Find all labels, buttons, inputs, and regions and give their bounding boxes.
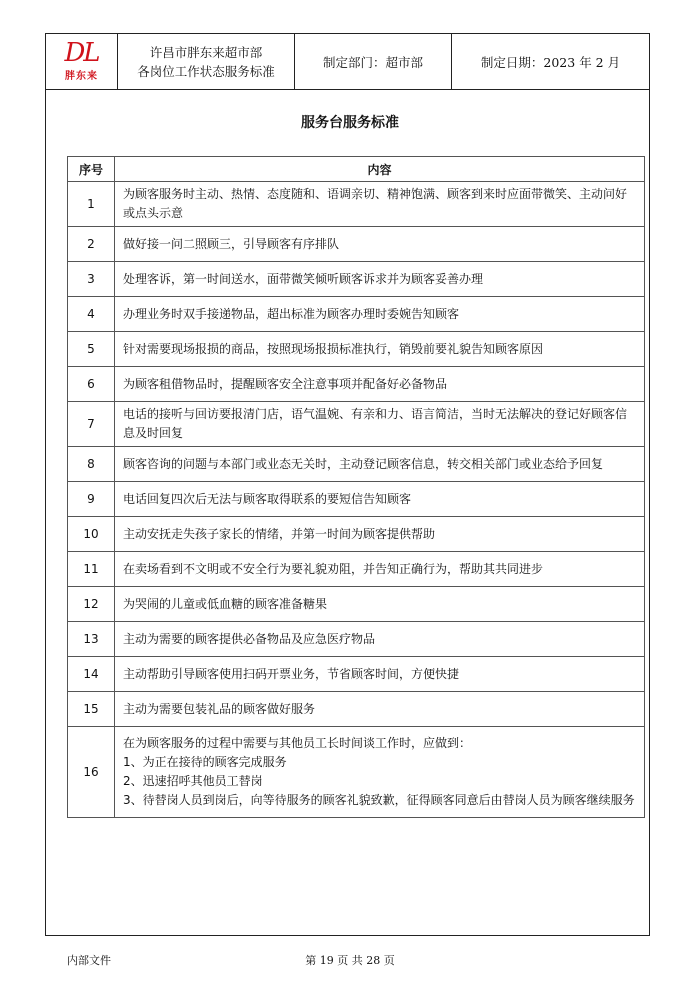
- row-num: 15: [68, 692, 115, 727]
- row-num: 5: [68, 332, 115, 367]
- table-row: [68, 402, 645, 447]
- header-title-line1: 许昌市胖东来超市部: [149, 44, 263, 60]
- header-title: [118, 34, 295, 89]
- table-row: [68, 332, 645, 367]
- row-num: 1: [68, 182, 115, 227]
- row-text: 顾客咨询的问题与本部门或业态无关时，主动登记顾客信息，转交相关部门或业态给予回复: [115, 447, 645, 482]
- row-num: 12: [68, 587, 115, 622]
- row-text: 在卖场看到不文明或不安全行为要礼貌劝阻，并告知正确行为，帮助其共同进步: [115, 552, 645, 587]
- row-num: 16: [68, 727, 115, 818]
- row-num: 13: [68, 622, 115, 657]
- footer-page-number: 第 19 页 共 28 页: [305, 954, 395, 967]
- page-title: 服务台服务标准: [301, 115, 399, 131]
- standards-table: [67, 156, 645, 818]
- row-num: 10: [68, 517, 115, 552]
- logo: [46, 34, 118, 89]
- header-dept: 制定部门：超市部: [295, 34, 452, 89]
- row-text: 电话回复四次后无法与顾客取得联系的要短信告知顾客: [115, 482, 645, 517]
- row-text: 主动帮助引导顾客使用扫码开票业务，节省顾客时间，方便快捷: [115, 657, 645, 692]
- row-num: 14: [68, 657, 115, 692]
- header-title-line2: 各岗位工作状态服务标准: [137, 63, 275, 79]
- row-num: 4: [68, 297, 115, 332]
- row-text: 为顾客服务时主动、热情、态度随和、语调亲切、精神饱满、顾客到来时应面带微笑、主动问好或点头示意: [115, 182, 645, 227]
- column-header-content: 内容: [115, 157, 645, 182]
- row-text: 针对需要现场报损的商品，按照现场报损标准执行，销毁前要礼貌告知顾客原因: [115, 332, 645, 367]
- table-row: [68, 482, 645, 517]
- row-text: 办理业务时双手接递物品，超出标准为顾客办理时委婉告知顾客: [115, 297, 645, 332]
- table-row: [68, 692, 645, 727]
- row16-intro: 在为顾客服务的过程中需要与其他员工长时间谈工作时，应做到：: [123, 736, 472, 750]
- table-row: [68, 447, 645, 482]
- table-row: [68, 587, 645, 622]
- table-row: [68, 367, 645, 402]
- row-text: 做好接一问二照顾三，引导顾客有序排队: [115, 227, 645, 262]
- row16-item1: 1、为正在接待的顾客完成服务: [123, 755, 287, 769]
- row-num: 9: [68, 482, 115, 517]
- row-num: 2: [68, 227, 115, 262]
- row-text: 主动为需要的顾客提供必备物品及应急医疗物品: [115, 622, 645, 657]
- column-header-num: 序号: [68, 157, 115, 182]
- logo-text: 胖东来: [65, 71, 98, 82]
- table-row: [68, 622, 645, 657]
- table-row: [68, 227, 645, 262]
- table-header-row: [68, 157, 645, 182]
- logo-mark: DL: [64, 38, 99, 68]
- table-row: [68, 262, 645, 297]
- document-header: [45, 33, 650, 90]
- row-text: 电话的接听与回访要报清门店，语气温婉、有亲和力、语言简洁，当时无法解决的登记好顾客信息及时回复: [115, 402, 645, 447]
- row-text: 主动为需要包装礼品的顾客做好服务: [115, 692, 645, 727]
- table-row: [68, 517, 645, 552]
- table-row: [68, 552, 645, 587]
- row-text-multiline: [115, 727, 645, 818]
- row-num: 11: [68, 552, 115, 587]
- header-date: 制定日期：2023 年 2 月: [480, 54, 621, 70]
- row-num: 6: [68, 367, 115, 402]
- table-row: [68, 657, 645, 692]
- row-text: 处理客诉，第一时间送水，面带微笑倾听顾客诉求并为顾客妥善办理: [115, 262, 645, 297]
- row-num: 3: [68, 262, 115, 297]
- row16-item2: 2、迅速招呼其他员工替岗: [123, 774, 263, 788]
- row-text: 为哭闹的儿童或低血糖的顾客准备糖果: [115, 587, 645, 622]
- row-text: 为顾客租借物品时，提醒顾客安全注意事项并配备好必备物品: [115, 367, 645, 402]
- row-num: 7: [68, 402, 115, 447]
- footer-internal-label: 内部文件: [67, 954, 111, 967]
- row16-item3: 3、待替岗人员到岗后，向等待服务的顾客礼貌致歉，征得顾客同意后由替岗人员为顾客继续服务: [123, 793, 635, 807]
- table-row: [68, 727, 645, 818]
- row-text: 主动安抚走失孩子家长的情绪，并第一时间为顾客提供帮助: [115, 517, 645, 552]
- row-num: 8: [68, 447, 115, 482]
- table-row: [68, 182, 645, 227]
- table-row: [68, 297, 645, 332]
